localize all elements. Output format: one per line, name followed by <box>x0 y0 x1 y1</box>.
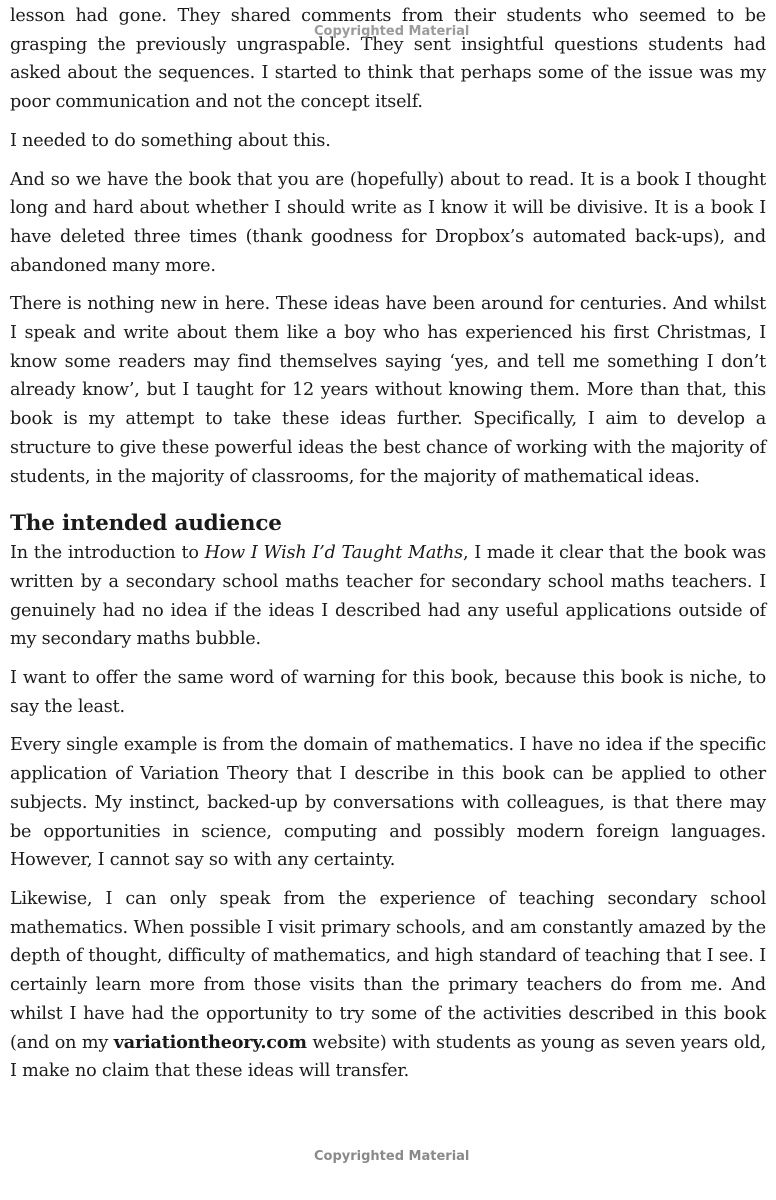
paragraph-book-origin: And so we have the book that you are (hopefully) about to read. It is a book I thought long and hard about whether I should write as I know it will be divisive. It is a book I have deleted three times (thank goodness for Dropbox’s automated back-ups), and abandoned many more. <box>10 169 766 276</box>
p5-text-before: In the introduction to <box>10 543 205 564</box>
paragraph-nothing-new: There is nothing new in here. These ideas have been around for centuries. And whilst I speak and write about them like a boy who has experienced his first Christmas, I know some readers may find themselves saying ‘yes, and tell me something I don’t already know’, but I taught for 12 years without knowing them. More than that, this book is my attempt to take these ideas further. Specifically, I aim to develop a structure to give these powerful ideas the best chance of working with the majority of students, in the majority of classrooms, for the majority of mathematical ideas. <box>10 294 766 487</box>
p8-text-before: Likewise, I can only speak from the experience of teaching secondary school mathematics. When possible I visit primary schools, and am constantly amazed by the depth of thought, difficulty of mathematics, and high standard of teaching that I see. I certainly learn more from those visits than the primary teachers do from me. And whilst I have had the opportunity to try some of the activities described in this book (and on my <box>10 888 766 1053</box>
paragraph-primary-schools <box>10 885 766 1086</box>
p8-text-after: website) with students as young as seven years old, I make no claim that these ideas will transfer. <box>10 1032 766 1082</box>
paragraph-need-to-act: I needed to do something about this. <box>10 130 331 151</box>
watermark-top: Copyrighted Material <box>314 24 470 39</box>
watermark-bottom: Copyrighted Material <box>314 1149 470 1164</box>
website-link[interactable]: variationtheory.com <box>113 1031 307 1053</box>
book-page <box>10 2 766 1096</box>
paragraph-lesson-feedback: lesson had gone. They shared comments from their students who seemed to be grasping the previously ungraspable. They sent insightful questions students had asked about the sequences. I started to think that perhaps some of the issue was my poor communication and not the concept itself. <box>10 6 766 113</box>
book-title: How I Wish I’d Taught Maths <box>204 543 463 564</box>
paragraph-warning: I want to offer the same word of warning for this book, because this book is niche, to say the least. <box>10 668 766 717</box>
section-heading: The intended audience <box>10 511 282 537</box>
p5-text-after: , I made it clear that the book was written by a secondary school maths teacher for secondary school maths teachers. I genuinely had no idea if the ideas I described had any useful applications outside of my secondary maths bubble. <box>10 543 766 650</box>
paragraph-examples-domain: Every single example is from the domain of mathematics. I have no idea if the specific application of Variation Theory that I describe in this book can be applied to other subjects. My instinct, backed-up by conversations with colleagues, is that there may be opportunities in science, computing and possibly modern foreign languages. However, I cannot say so with any certainty. <box>10 735 766 871</box>
paragraph-introduction-reference <box>10 539 766 654</box>
